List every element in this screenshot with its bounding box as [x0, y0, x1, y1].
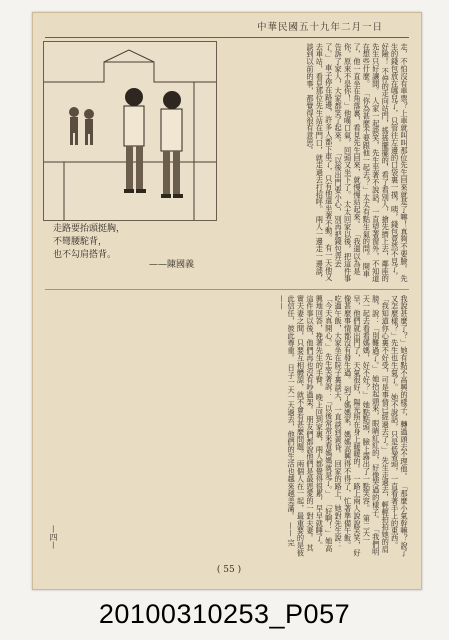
page-number: ( 55 ) [216, 565, 242, 575]
text-column: 吃過午飯，大家坐在院子裏談天，一直談到黃昏。 [334, 295, 344, 458]
text-column: 這件事以後，他們再也沒有吵過架。 [305, 295, 315, 414]
text-column: 她點點頭，臉上露出了一點笑容。 [362, 401, 372, 513]
text-column: 她不說話，只是低著頭，一直看著手上的東西。 [390, 393, 400, 550]
text-column: 其實夫妻之間，只要互相體諒，就不會有甚麼問題。 [296, 295, 315, 552]
text-column: 她抬起頭來，眼睛紅紅的，好像哭過的樣子。 [371, 375, 381, 524]
text-column: 我說甚麼了？」她有點不高興的樣子，轉過頭去不理他。 [400, 295, 409, 480]
text-column: 先生笑著說：「以後常常來看媽媽就是了。」 [324, 353, 334, 498]
text-column: 「你為甚麼不要跟他一起去？」太太有點生氣的問。 [362, 89, 372, 261]
text-column: 太太回家以後，把這件事告訴了家人，大家都笑了起來。 [334, 43, 353, 283]
caption-author: ——陳國義 [149, 260, 195, 270]
text-column: 「我們明天一起去看看媽媽，好不好？」 [362, 295, 381, 556]
archive-id-label: 20100310253_P057 [98, 599, 351, 629]
walking-figures-drawing [44, 42, 216, 220]
text-column: 先生走過去，輕輕拍拍她的肩膀，說：「別難過了。」 [371, 295, 391, 553]
text-column: 先生的錢包放在哪兒了，只管往左邊的口袋裏一摸，咦，錢包竟然不見了，好險！ [381, 43, 409, 283]
text-column: 晚上回到家裏，兩人都覺得很累，早早就睡了。 [315, 393, 325, 550]
header-rule [45, 37, 409, 38]
text-column: 到了媽媽家，媽媽高興得不得了，忙著準備午飯。 [343, 386, 353, 550]
caption-line: 走路要抬頭挺胸， [53, 224, 126, 234]
magazine-page [32, 12, 422, 590]
lower-text-block [45, 295, 409, 557]
upper-text-block [219, 43, 409, 285]
text-column: 兩人一邊走一邊談，談到以前的事，都覺得很有意思。 [305, 43, 325, 283]
caption-line: 不彎腰駝背， [53, 237, 108, 247]
illustration-caption [45, 221, 213, 281]
text-column: 「我還以為是你，原來不是你！」他嘆口氣，回頭又坐下了。 [343, 43, 362, 275]
text-column: 「那麼小氣幹嘛？說了又怎麼樣？」先生也生氣了。 [390, 295, 409, 557]
text-column: 兩個人在一起，最重要的是彼此信任，彼此尊重。 [287, 295, 306, 557]
text-column: 「好啊！」她高興地回答，挽著先生的手臂。 [315, 295, 334, 552]
page-header-date: 中華民國五十九年二月一日 [256, 22, 383, 33]
cartoon-illustration [43, 41, 217, 221]
text-column: 「以後出門要小心，別再把錢包弄丟了。」 [324, 43, 344, 268]
text-column: 車子停在路邊，許多人都下車了，只有他還坐著不動。 [324, 64, 334, 242]
text-column: 第二天一早，他們就出門了，天氣很好，陽光照在身上暖暖的。 [352, 295, 372, 545]
text-column: 開車了，他一直坐在角落裏，看見先生回來，就慢慢站起來。 [352, 43, 372, 278]
text-column: —— 完 —— [277, 295, 297, 547]
text-column: 回家的路上，她對先生說：「今天真開心。」 [324, 295, 344, 550]
text-column: 人家一起談笑，先生坐著不說話，一直望著窗外，不知道在想些什麼。 [362, 43, 381, 283]
section-rule [45, 289, 409, 290]
text-column: 朋友們都說他們是最恩愛的一對夫妻。 [305, 415, 315, 542]
text-column: 日子一天一天過去，他們的生活也越來越美滿。 [287, 364, 297, 520]
side-page-mark: —四— [49, 525, 58, 549]
text-column: 走，不怕沒有車票？上車就叫叫那位先生回來就是了嘛！真夠不要臉。 [400, 43, 409, 273]
text-column: 有一天他又去車站，看見那位先生站在門口，就走過去打招呼。 [315, 43, 334, 282]
text-column: 「我知道你心裏不好受，可是事情已經過去了。」 [381, 295, 391, 455]
text-column: 不停的走向站門，搖搖擺擺的，看了看別人，搶先擠上去，鄰座的先生只好讓開。 [371, 43, 391, 283]
caption-line: 也不勾肩搭背。 [53, 250, 117, 260]
text-column: 一路上兩人說說笑笑，好像甚麼事情都沒有發生過。 [343, 295, 362, 557]
